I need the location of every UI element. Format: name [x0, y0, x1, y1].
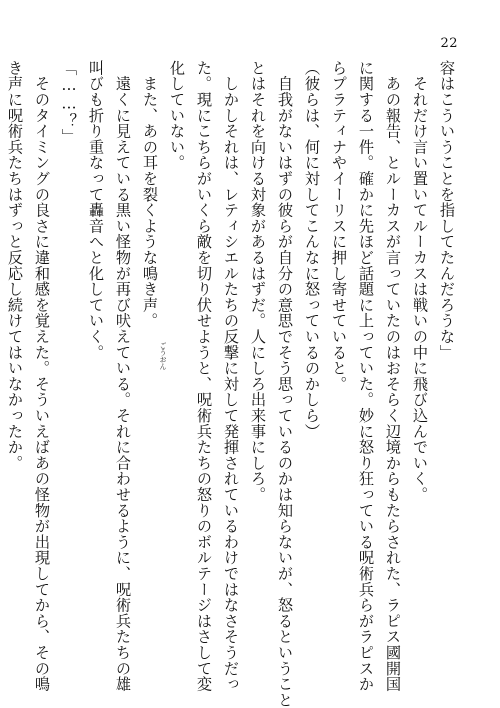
- page-number: 22: [440, 36, 458, 51]
- ruby-reading: ごうおん: [159, 342, 167, 370]
- text-line: 自我がないはずの彼らが自分の意思でそう思っているのかは知らないが、怒るということ: [276, 60, 294, 708]
- text-line: とはそれを向ける対象があるはずだ。人にしろ出来事にしろ。: [249, 60, 267, 503]
- vertical-text-block: [6, 60, 460, 708]
- text-line: 遠くに見えている黒い怪物が再び吠えている。それに合わせるように、呪術兵たちの雄: [114, 60, 132, 692]
- text-line: 叫びも折り重なって轟音へと化していく。: [87, 60, 105, 361]
- text-line: 化していない。: [168, 60, 186, 171]
- text-line: に関する一件。確かに先ほど話題に上っていた。妙に怒り狂っている呪術兵らがラピスか: [357, 60, 375, 692]
- text-line: た。現にこちらがいくら敵を切り伏せようと、呪術兵たちの怒りのボルテージはさして変: [195, 60, 213, 692]
- text-line: あの報告、とルーカスが言っていたのはおそらく辺境からもたらされた、ラピス國開国: [384, 60, 402, 692]
- text-line: また、あの耳を裂くような鳴き声。: [141, 60, 159, 329]
- text-line: しかしそれは、レティシエルたちの反撃に対して発揮されているわけではなさそうだっ: [222, 60, 240, 692]
- text-line: （彼らは、何に対してこんなに怒っているのかしら）: [303, 60, 321, 440]
- text-line: らプラティナやイーリスに押し寄せていると。: [330, 60, 348, 392]
- text-line: そのタイミングの良さに違和感を覚えた。そういえばあの怪物が出現してから、その鳴: [33, 60, 51, 692]
- text-line: それだけ言い置いてルーカスは戦いの中に飛び込んでいく。: [411, 60, 429, 503]
- text-line: 「……？」: [60, 60, 78, 145]
- text-line: き声に呪術兵たちはずっと反応し続けてはいなかったか。: [6, 60, 24, 471]
- text-line: 容はこういうことを指してたんだろうな」: [438, 60, 456, 361]
